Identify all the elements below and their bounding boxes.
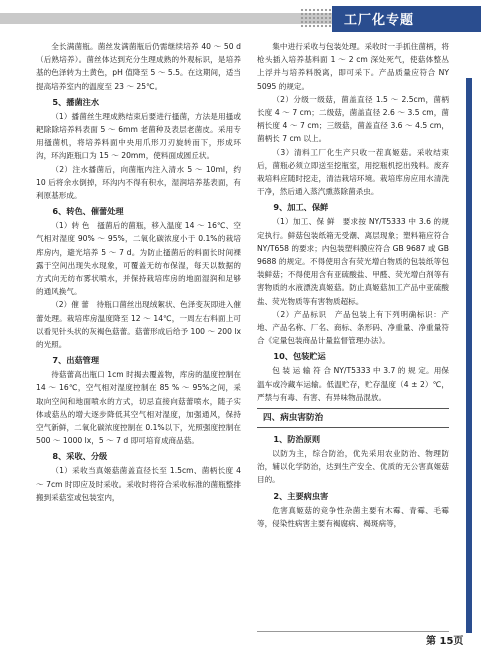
- header-dot-pattern: [300, 8, 334, 28]
- header-gray-stripe: [0, 13, 332, 24]
- paragraph: （1）加工、保 鲜 要求按 NY/T5333 中 3.6 的规定执行。鲜菇包装纸箱无受潮、离层现象；塑料箱应符合 NY/T658 的要求；内包装塑料膜应符合 GB 9687 或 GB 9688 的规定。不得使用含有荧光增白物质的包装纸等包装鲜菇；不得使用含有亚硫酸盐、甲醛、荧光增白剂等有害物质的水液漂洗真姬菇。防止真姬菇加工产品中亚硫酸盐、荧光物质等有害物质超标。: [257, 217, 449, 306]
- footer-rule: [257, 631, 449, 632]
- left-column: [36, 40, 241, 504]
- paragraph: （1）采收当真姬菇菌盖直径长至 1.5cm、菌柄长度 4 ～ 7cm 时即应及时采收。采收时将符合采收标准的菌瓶整排搬到采菇室或包装室内，: [36, 466, 241, 502]
- paragraph: （1）播菌丝生理成熟结束后要进行搔菌，方法是用搔或耙除除培养料表面 5 ～ 6mm 老菌种及表层老菌皮。采用专用搔菌机，将培养料面中央用爪形刀刃旋转而下，形成环沟，环沟距瓶口为 15 ～ 20mm，使料面成圆丘状。: [36, 111, 241, 161]
- paragraph: （1）转 色 搔菌后的菌瓶，移入温度 14 ～ 16℃、空气相对湿度 90% ～ 95%，二氧化碳浓度小于 0.1%的栽培库房内，避光培养 5 ～ 7 d。为防止搔菌后的料面长时间裸露于空间出现失水现象，可覆盖无纺布保湿，每天以数据的方式向无纺布雾状喷水，并保持栽培库房的地面湿润和足够的通风换气。: [36, 221, 241, 297]
- paragraph: （2）催 蕾 待瓶口菌丝出现绒絮状、色泽变灰即进入催蕾处理。栽培库房温度降至 12 ～ 14℃，一周左右料面上可以看见针头状的灰褐色菇蕾。菇蕾形成后给予 100 ～ 200 lx 的光照。: [36, 300, 241, 350]
- section-heading: 5、播菌注水: [52, 96, 100, 107]
- section-title: 工厂化专题: [344, 13, 415, 28]
- header-band: [0, 0, 481, 32]
- paragraph: 包 装 运 输 符 合 NY/T5333 中 3.7 的 规 定。用保温车或冷藏车运输。低温贮存，贮存温度（4 ± 2）℃，严禁与有毒、有害、有异味物品混放。: [257, 366, 449, 402]
- paragraph: 集中进行采收与包装处理。采收时一手抓住菌柄，将枪头插入培养基料面 1 ～ 2 cm 深处死气，使菇体整丛上浮并与培养料脱离，即可采下。产品质量应符合 NY 5095 的规定。: [257, 42, 449, 91]
- section-heading: 8、采收、分级: [52, 451, 108, 462]
- paragraph: 以防为主，综合防治，优先采用农业防治、物理防治，辅以化学防治，达到生产安全、优质的无公害真姬菇目的。: [257, 449, 449, 485]
- page-number: 第 15页: [426, 636, 464, 647]
- paragraph: 危害真姬菇的竞争性杂菌主要有木霉、青霉、毛霉等，侵染性病害主要有褐腐病、褐斑病等，: [257, 505, 449, 528]
- side-accent-bar: [466, 78, 472, 633]
- section-heading: 10、包装贮运: [273, 351, 326, 362]
- paragraph: 全长满菌瓶。菌丝发满菌瓶后仍需继续培养 40 ～ 50 d（后熟培养）。菌丝体达到充分生理成熟的外观标识，是培养基的色泽转为土黄色，pH 值降至 5 ～ 5.5。在这期间，适当提高培养室内的温度至 23 ～ 25℃。: [36, 42, 241, 91]
- section-heading: 6、转色、催蕾处理: [52, 206, 124, 217]
- paragraph: 待菇蕾高出瓶口 1cm 时揭去覆盖物，库房的温度控制在 14 ～ 16℃，空气相对湿度控制在 85 % ～ 95%之间，采取向空间和地面喷水的方式，切忌直接向菇蕾喷水，随子实体或菇丛的增大逐步降低其空气相对湿度，加强通风，保持空气新鲜，二氧化碳浓度控制在 0.1%以下，光照强度控制在 500 ～ 1000 lx，5 ～ 7 d 即可培育成商品菇。: [36, 370, 241, 446]
- section-heading: 2、主要病虫害: [273, 490, 329, 501]
- paragraph: （2）注水播菌后，向菌瓶内注入清水 5 ～ 10ml，约 10 后将余水倒掉，环沟内不得有积水，湿润培养基表面，有利原基形成。: [36, 164, 241, 201]
- paragraph: （2）产品标识 产品包装上有下列明确标识：产地、产品名称、厂名、商标、条形码、净重量、净重量符合《定量包装商品计量监督管理办法》。: [257, 309, 449, 346]
- right-column: [257, 40, 449, 530]
- section-heading: 9、加工、保鲜: [273, 202, 329, 213]
- chapter-heading: 四、病虫害防治: [257, 408, 449, 428]
- section-heading: 7、出菇管理: [52, 355, 100, 366]
- section-heading: 1、防治原则: [273, 434, 321, 445]
- paragraph: （3）清料工厂化生产只收一茬真姬菇。采收结束后，菌瓶必须立即送至挖瓶室，用挖瓶机挖出残料。废弃栽培料应随时挖走，清洁栽培环境。栽培库房应用水清洗干净，然后通入蒸汽熏蒸除菌杀虫。: [257, 147, 449, 197]
- paragraph: （2）分级一级菇，菌盖直径 1.5 ～ 2.5cm，菌柄长度 4 ～ 7 cm；二级菇，菌盖直径 2.6 ～ 3.5 cm，菌柄长度 4 ～ 7 cm；三级菇，菌盖直径 3.6 ～ 4.5 cm，菌柄长 7 cm 以上。: [257, 94, 449, 144]
